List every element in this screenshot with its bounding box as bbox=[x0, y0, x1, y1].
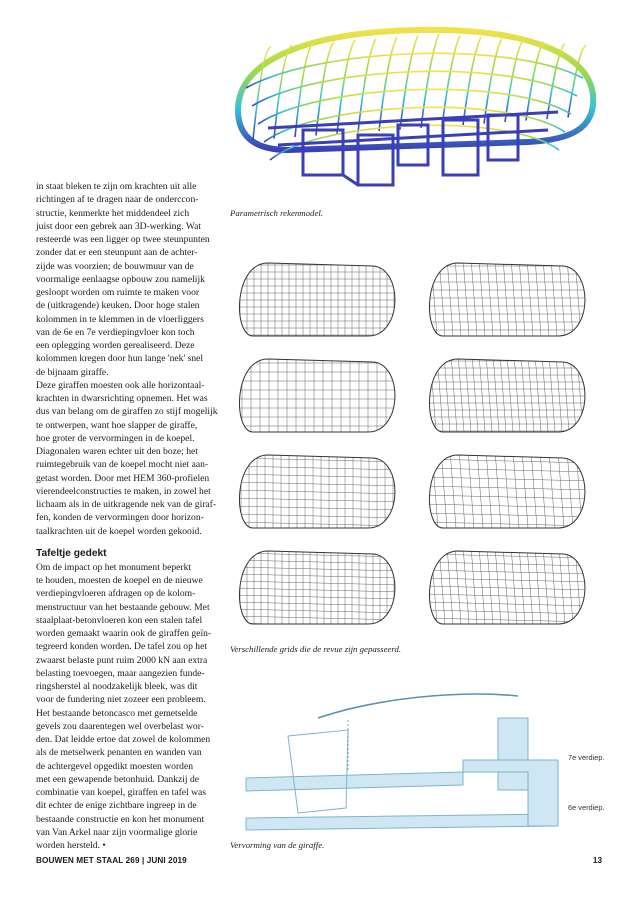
figure-caption-parametric: Parametrisch rekenmodel. bbox=[230, 208, 323, 218]
level-label-6: 6e verdiep. bbox=[568, 803, 605, 812]
text-line: dit echter de enige zichtbare ingreep in de bbox=[36, 800, 197, 812]
text-line: Om de impact op het monument beperkt bbox=[36, 561, 192, 573]
paragraph-1 bbox=[36, 180, 220, 379]
text-line: taalkrachten uit de koepel worden gekooid. bbox=[36, 525, 202, 537]
text-line: dus van belang om de giraffen zo stijf mogelijk bbox=[36, 406, 218, 418]
text-line: te ontwerpen, want hoe slapper de giraffe, bbox=[36, 419, 198, 431]
text-line: de (uitkragende) keuken. Door hoge stalen bbox=[36, 300, 200, 312]
body-column bbox=[36, 180, 220, 852]
parametric-model-figure bbox=[228, 20, 608, 210]
floor-slab-6 bbox=[246, 814, 558, 830]
text-line: menstructuur van het bestaande gebouw. Met bbox=[36, 601, 210, 613]
text-line: in staat bleken te zijn om krachten uit alle bbox=[36, 181, 197, 192]
level-label-7: 7e verdiep. bbox=[568, 753, 605, 762]
text-line: Diagonalen waren echter uit den boze; het bbox=[36, 446, 198, 457]
figure-caption-grids: Verschillende grids die de revue zijn gepasseerd. bbox=[230, 644, 402, 654]
text-line: den. Dat leidde ertoe dat zowel de kolommen bbox=[36, 734, 211, 745]
giraffe-neck bbox=[498, 718, 528, 790]
text-line: krachten in dwarsrichting opnemen. Het was bbox=[36, 393, 208, 404]
text-line: vierendeelconstructies te maken, in zowel het bbox=[36, 485, 211, 497]
text-line: hoe groter de vervormingen in de koepel. bbox=[36, 432, 195, 444]
section-heading: Tafeltje gedekt bbox=[36, 547, 107, 559]
text-line: staalplaat-betonvloeren kon een stalen tafel bbox=[36, 614, 203, 626]
grid-variant bbox=[423, 450, 593, 528]
text-line: voormalige eenlaagse opbouw zou namelijk bbox=[36, 273, 205, 285]
dome-shell bbox=[238, 30, 593, 160]
grid-variant bbox=[233, 354, 403, 432]
grid-variant bbox=[233, 258, 403, 336]
text-line: juist door een gebrek aan 3D-werking. Wat bbox=[36, 220, 202, 232]
giraffe-deformation-figure bbox=[228, 668, 608, 840]
magazine-footer: BOUWEN MET STAAL 269 | JUNI 2019 bbox=[36, 856, 187, 865]
grid-variant bbox=[423, 546, 597, 624]
text-line: verdiepingvloeren afdragen op de kolom- bbox=[36, 588, 196, 600]
text-line: worden hersteld. • bbox=[36, 840, 106, 851]
text-line: als de metselwerk penanten en wanden van bbox=[36, 747, 202, 759]
text-line: ringsherstel al noodzakelijk bleek, was dit bbox=[36, 681, 198, 692]
text-line: zwaarst belaste punt ruim 2000 kN aan extra bbox=[36, 654, 208, 666]
text-line: de bijnaam giraffe. bbox=[36, 366, 109, 378]
text-line: worden gemaakt waarin ook de giraffen geïn- bbox=[36, 628, 212, 639]
text-line: structie, kenmerkte het middendeel zich bbox=[36, 207, 190, 219]
text-line: Deze giraffen moesten ook alle horizontaal- bbox=[36, 379, 205, 391]
page-number: 13 bbox=[592, 856, 602, 865]
text-line: te houden, moesten de koepel en de nieuwe bbox=[36, 575, 203, 586]
grid-variant bbox=[233, 450, 403, 528]
text-line: kolommen kregen door hun lange 'nek' snel bbox=[36, 353, 204, 365]
floor-slab-7 bbox=[246, 772, 463, 791]
text-line: een oplegging worden gerealiseerd. Deze bbox=[36, 340, 195, 351]
paragraph-3 bbox=[36, 561, 220, 853]
text-line: zijde was voorzien; de bouwmuur van de bbox=[36, 260, 194, 272]
text-line: bestaande constructie en kon het monument bbox=[36, 813, 205, 825]
text-line: kolommen in te klemmen in de vloerliggers bbox=[36, 313, 204, 325]
text-line: lichaam als in de uitkragende nek van de giraf- bbox=[36, 499, 217, 510]
text-line: belasting toevoegen, maar aangezien funde- bbox=[36, 667, 205, 679]
cantilever bbox=[288, 730, 348, 813]
text-line: van de 6e en 7e verdiepingvloer kon toch bbox=[36, 326, 195, 338]
grids-figure bbox=[228, 256, 608, 636]
text-line: tegreerd konden worden. De tafel zou op het bbox=[36, 641, 208, 653]
figure-caption-deformation: Vervorming van de giraffe. bbox=[230, 840, 325, 850]
text-line: Het bestaande betoncasco met gemetselde bbox=[36, 707, 198, 719]
text-line: ruimtegebruik van de koepel mocht niet aan- bbox=[36, 459, 209, 471]
text-line: met een gewapende betonhuid. Dankzij de bbox=[36, 773, 200, 785]
text-line: richtingen af te dragen naar de onderccon- bbox=[36, 194, 199, 206]
text-line: fen, konden de vervormingen door horizon- bbox=[36, 512, 204, 524]
text-line: gevels zou daarentegen wel overbelast wor- bbox=[36, 720, 204, 732]
paragraph-2 bbox=[36, 379, 220, 538]
text-line: combinatie van koepel, giraffen en tafel was bbox=[36, 787, 207, 798]
text-line: van Van Arkel naar zijn voormalige glorie bbox=[36, 826, 198, 838]
text-line: getast worden. Door met HEM 360-profielen bbox=[36, 472, 210, 484]
grid-variant bbox=[233, 546, 403, 627]
grid-variant bbox=[423, 258, 597, 336]
text-line: de achtergevel opgedikt moesten worden bbox=[36, 760, 193, 772]
text-line: voor de fundering niet zozeer een probleem. bbox=[36, 694, 206, 706]
text-line: zonder dat er een steunpunt aan de achter- bbox=[36, 247, 198, 259]
grid-variant bbox=[423, 354, 597, 432]
text-line: resteerde was een ligger op twee steunpunten bbox=[36, 234, 210, 245]
text-line: gesloopt worden om ruimte te maken voor bbox=[36, 287, 200, 298]
